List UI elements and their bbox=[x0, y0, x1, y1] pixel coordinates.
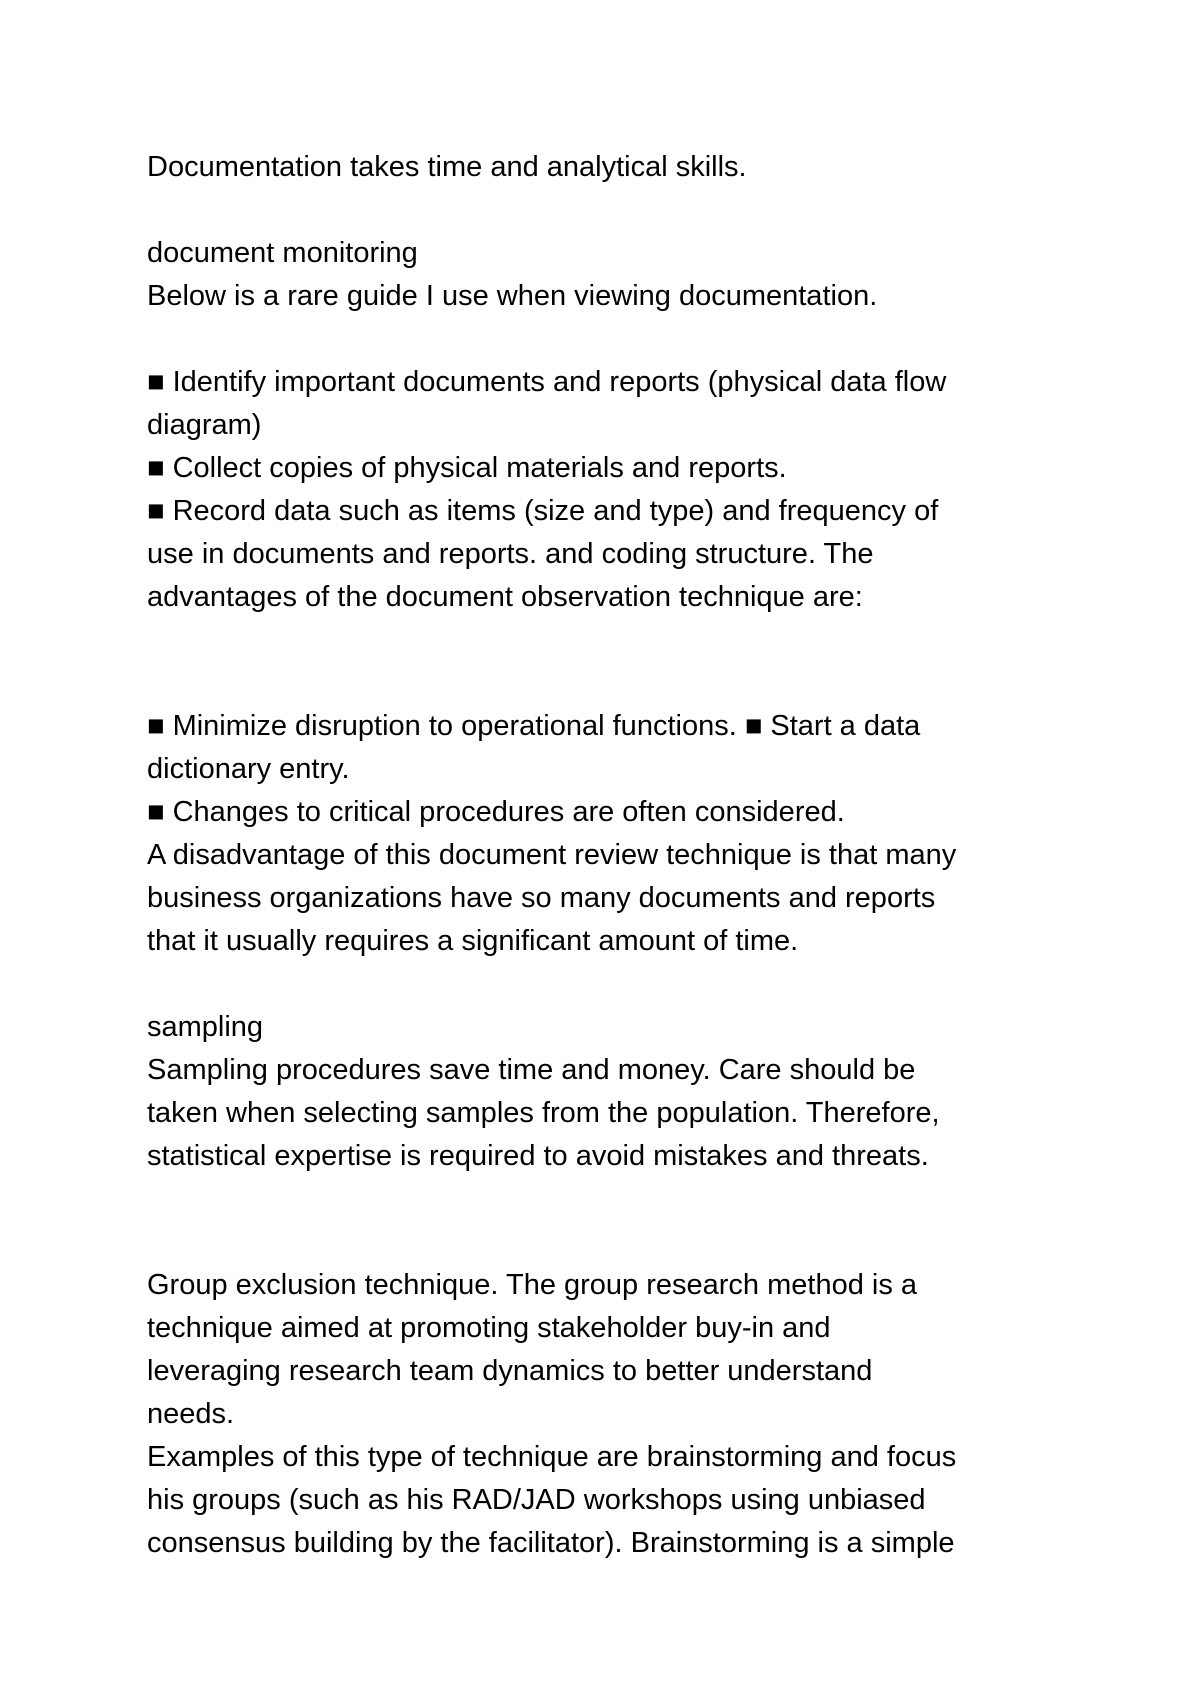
text-line: Group exclusion technique. The group research method is a bbox=[147, 1269, 918, 1301]
blank-line bbox=[147, 662, 1077, 705]
text-line: dictionary entry. bbox=[147, 753, 350, 785]
document-body bbox=[147, 146, 1077, 1565]
bullet-line: ■ Identify important documents and reports (physical data flow bbox=[147, 366, 947, 398]
text-line: business organizations have so many documents and reports bbox=[147, 882, 936, 914]
bullet-line: ■ Minimize disruption to operational functions. ■ Start a data bbox=[147, 710, 921, 742]
blank-line bbox=[147, 963, 1077, 1006]
bullet-line: ■ Record data such as items (size and type) and frequency of bbox=[147, 495, 939, 527]
bullet-line: ■ Collect copies of physical materials and reports. bbox=[147, 452, 787, 484]
text-line: diagram) bbox=[147, 409, 262, 441]
text-line: Examples of this type of technique are brainstorming and focus bbox=[147, 1441, 957, 1473]
section-heading-document-monitoring: document monitoring bbox=[147, 237, 418, 269]
blank-line bbox=[147, 318, 1077, 361]
text-line: consensus building by the facilitator). Brainstorming is a simple bbox=[147, 1527, 955, 1559]
text-line: technique aimed at promoting stakeholder buy-in and bbox=[147, 1312, 831, 1344]
text-line: use in documents and reports. and coding structure. The bbox=[147, 538, 874, 570]
blank-line bbox=[147, 1178, 1077, 1221]
text-line: leveraging research team dynamics to better understand bbox=[147, 1355, 873, 1387]
text-line: Below is a rare guide I use when viewing documentation. bbox=[147, 280, 878, 312]
text-line: Documentation takes time and analytical skills. bbox=[147, 151, 747, 183]
text-line: statistical expertise is required to avoid mistakes and threats. bbox=[147, 1140, 929, 1172]
bullet-line: ■ Changes to critical procedures are often considered. bbox=[147, 796, 845, 828]
text-line: Sampling procedures save time and money. Care should be bbox=[147, 1054, 916, 1086]
text-line: that it usually requires a significant amount of time. bbox=[147, 925, 799, 957]
blank-line bbox=[147, 1221, 1077, 1264]
text-line: advantages of the document observation technique are: bbox=[147, 581, 863, 613]
text-line: needs. bbox=[147, 1398, 235, 1430]
text-line: taken when selecting samples from the population. Therefore, bbox=[147, 1097, 940, 1129]
text-line: A disadvantage of this document review technique is that many bbox=[147, 839, 957, 871]
section-heading-sampling: sampling bbox=[147, 1011, 264, 1043]
blank-line bbox=[147, 619, 1077, 662]
text-line: his groups (such as his RAD/JAD workshops using unbiased bbox=[147, 1484, 926, 1516]
blank-line bbox=[147, 189, 1077, 232]
